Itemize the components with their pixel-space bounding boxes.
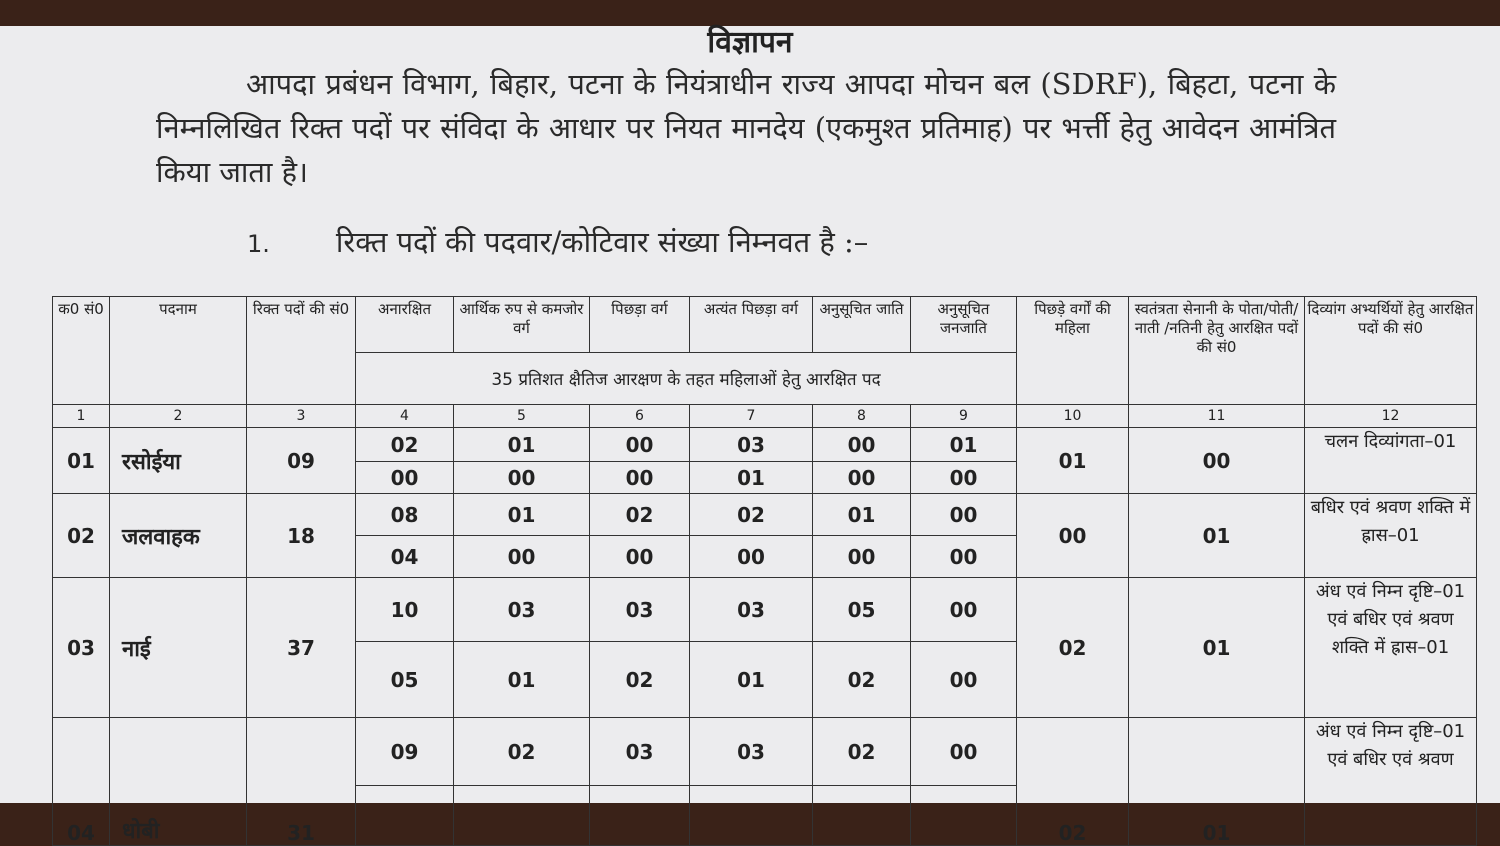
- intro-paragraph: आपदा प्रबंधन विभाग, बिहार, पटना के नियंत्राधीन राज्य आपदा मोचन बल (SDRF), बिहटा, पटना के निम्नलिखित रिक्त पदों पर संविदा के आधार पर नियत मानदेय (एकमुश्त प्रतिमाह) पर भर्त्ती हेतु आवेदन आमंत्रित किया जाता है।: [156, 67, 1336, 189]
- post-cell: रसोईया: [110, 428, 247, 494]
- women-category-cell: 00: [590, 536, 690, 578]
- women-category-cell: [813, 786, 911, 846]
- column-number-row: [53, 405, 1477, 428]
- header-st: अनुसूचित जनजाति: [911, 297, 1017, 353]
- table-row: [53, 428, 1477, 462]
- column-number: 5: [454, 405, 590, 428]
- table-row: [53, 494, 1477, 536]
- women-category-cell: 00: [911, 536, 1017, 578]
- vacancies-cell: 18: [247, 494, 356, 578]
- header-bc: पिछड़ा वर्ग: [590, 297, 690, 353]
- header-row: [53, 297, 1477, 353]
- women-category-cell: [690, 786, 813, 846]
- category-cell: 03: [590, 718, 690, 786]
- women-category-cell: 00: [911, 462, 1017, 494]
- bc-women-cell: 02: [1017, 718, 1129, 846]
- bc-women-cell: 00: [1017, 494, 1129, 578]
- serial-cell: 03: [53, 578, 110, 718]
- column-number: 10: [1017, 405, 1129, 428]
- women-category-cell: 00: [690, 536, 813, 578]
- vacancy-table: [52, 296, 1477, 846]
- serial-cell: 04: [53, 718, 110, 846]
- category-cell: 00: [813, 428, 911, 462]
- category-cell: 01: [911, 428, 1017, 462]
- category-cell: 08: [356, 494, 454, 536]
- freedom-fighter-cell: 01: [1129, 578, 1305, 718]
- women-category-cell: 01: [690, 462, 813, 494]
- point-number: 1.: [247, 230, 270, 258]
- women-category-cell: 01: [690, 642, 813, 718]
- header-divyang: दिव्यांग अभ्यर्थियों हेतु आरक्षित पदों की सं0: [1305, 297, 1477, 405]
- category-cell: 10: [356, 578, 454, 642]
- women-category-cell: 02: [590, 642, 690, 718]
- divyang-cell: बधिर एवं श्रवण शक्ति में ह्रास–01: [1305, 494, 1477, 578]
- women-category-cell: 04: [356, 536, 454, 578]
- category-cell: 00: [590, 428, 690, 462]
- category-cell: 01: [813, 494, 911, 536]
- header-freedom-fighter: स्वतंत्रता सेनानी के पोता/पोती/नाती /नतिनी हेतु आरक्षित पदों की सं0: [1129, 297, 1305, 405]
- column-number: 2: [110, 405, 247, 428]
- category-cell: 02: [590, 494, 690, 536]
- freedom-fighter-cell: 01: [1129, 718, 1305, 846]
- page-title: विज्ञापन: [707, 25, 793, 60]
- category-cell: 00: [911, 578, 1017, 642]
- women-category-cell: 00: [454, 462, 590, 494]
- column-number: 4: [356, 405, 454, 428]
- divyang-cell: चलन दिव्यांगता–01: [1305, 428, 1477, 494]
- column-number: 11: [1129, 405, 1305, 428]
- document-page: [0, 25, 1500, 845]
- serial-cell: 02: [53, 494, 110, 578]
- women-category-cell: [356, 786, 454, 846]
- category-cell: 03: [690, 428, 813, 462]
- freedom-fighter-cell: 01: [1129, 494, 1305, 578]
- category-cell: 02: [356, 428, 454, 462]
- column-number: 7: [690, 405, 813, 428]
- header-vacancies: रिक्त पदों की सं0: [247, 297, 356, 405]
- column-number: 8: [813, 405, 911, 428]
- category-cell: 01: [454, 494, 590, 536]
- column-number: 1: [53, 405, 110, 428]
- table-row: [53, 718, 1477, 786]
- header-serial: क0 सं0: [53, 297, 110, 405]
- post-cell: धोबी: [110, 718, 247, 846]
- women-category-cell: [911, 786, 1017, 846]
- serial-cell: 01: [53, 428, 110, 494]
- divyang-cell: अंध एवं निम्न दृष्टि–01 एवं बधिर एवं श्रवण शक्ति में ह्रास–01: [1305, 578, 1477, 718]
- header-unreserved: अनारक्षित: [356, 297, 454, 353]
- header-ebc: अत्यंत पिछड़ा वर्ग: [690, 297, 813, 353]
- category-cell: 03: [590, 578, 690, 642]
- women-category-cell: 00: [911, 642, 1017, 718]
- category-cell: 03: [690, 578, 813, 642]
- freedom-fighter-cell: 00: [1129, 428, 1305, 494]
- point-text: रिक्त पदों की पदवार/कोटिवार संख्या निम्नवत है :–: [335, 225, 869, 259]
- header-post: पदनाम: [110, 297, 247, 405]
- category-cell: 02: [690, 494, 813, 536]
- category-cell: 02: [813, 718, 911, 786]
- women-category-cell: 00: [813, 462, 911, 494]
- divyang-cell: अंध एवं निम्न दृष्टि–01 एवं बधिर एवं श्रवण: [1305, 718, 1477, 846]
- post-cell: नाई: [110, 578, 247, 718]
- category-cell: 02: [454, 718, 590, 786]
- women-category-cell: 00: [590, 462, 690, 494]
- women-category-cell: [590, 786, 690, 846]
- women-category-cell: 00: [356, 462, 454, 494]
- column-number: 3: [247, 405, 356, 428]
- women-category-cell: [454, 786, 590, 846]
- column-number: 12: [1305, 405, 1477, 428]
- header-ews: आर्थिक रुप से कमजोर वर्ग: [454, 297, 590, 353]
- category-cell: 00: [911, 718, 1017, 786]
- column-number: 6: [590, 405, 690, 428]
- category-cell: 09: [356, 718, 454, 786]
- category-cell: 03: [454, 578, 590, 642]
- vacancies-cell: 37: [247, 578, 356, 718]
- post-cell: जलवाहक: [110, 494, 247, 578]
- vacancies-cell: 31: [247, 718, 356, 846]
- women-category-cell: 01: [454, 642, 590, 718]
- bc-women-cell: 02: [1017, 578, 1129, 718]
- women-category-cell: 00: [454, 536, 590, 578]
- vacancies-cell: 09: [247, 428, 356, 494]
- table-row: [53, 578, 1477, 642]
- bc-women-cell: 01: [1017, 428, 1129, 494]
- category-cell: 05: [813, 578, 911, 642]
- column-number: 9: [911, 405, 1017, 428]
- women-category-cell: 00: [813, 536, 911, 578]
- women-category-cell: 02: [813, 642, 911, 718]
- category-cell: 01: [454, 428, 590, 462]
- category-cell: 03: [690, 718, 813, 786]
- section-point: [247, 222, 868, 264]
- header-bc-women: पिछड़े वर्गों की महिला: [1017, 297, 1129, 405]
- header-horizontal-reservation: 35 प्रतिशत क्षैतिज आरक्षण के तहत महिलाओं हेतु आरक्षित पद: [356, 353, 1017, 405]
- women-category-cell: 05: [356, 642, 454, 718]
- category-cell: 00: [911, 494, 1017, 536]
- header-sc: अनुसूचित जाति: [813, 297, 911, 353]
